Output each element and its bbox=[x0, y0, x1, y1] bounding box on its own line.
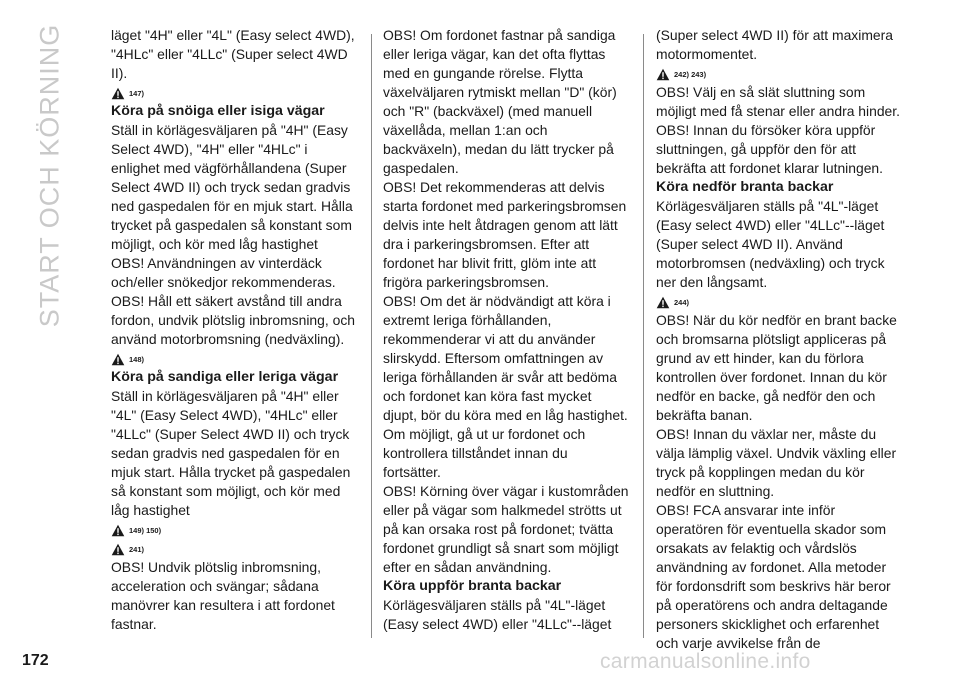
warning-icon bbox=[656, 296, 670, 309]
paragraph: (Super select 4WD II) för att maximera motormomentet. bbox=[656, 27, 893, 62]
warning-ref-number: 147) bbox=[129, 88, 145, 98]
paragraph: OBS! Körning över vägar i kustområden eller på vägar som halkmedel strötts ut på kan orsaka rost på fordonet; tvätta fordonet grundligt så snart som möjligt efter en sådan användning. bbox=[383, 483, 629, 575]
text-column-3 bbox=[656, 26, 902, 653]
paragraph: OBS! Om fordonet fastnar på sandiga eller leriga vägar, kan det ofta flyttas med en gungande rörelse. Flytta växelväljaren rytmiskt mellan "D" (kör) och "R" (backväxel) (med manuell växellåda, mellan 1:an och backväxeln), medan du lätt trycker på gaspedalen. bbox=[383, 27, 617, 176]
paragraph: läget "4H" eller "4L" (Easy select 4WD), "4HLc" eller "4LLc" (Super select 4WD II). bbox=[111, 27, 355, 81]
paragraph: Ställ in körlägesväljaren på "4H" (Easy Select 4WD), "4H" eller "4HLc" i enlighet med vägförhållandena (Super Select 4WD II) och tryck sedan gradvis ned gaspedalen för en mjuk start. Hålla trycket på gaspedalen så konstant som möjligt, och kör med låg hastighet bbox=[111, 122, 353, 252]
warning-reference bbox=[656, 65, 902, 83]
warning-icon bbox=[656, 68, 670, 81]
paragraph: OBS! FCA ansvarar inte inför operatören för eventuella skador som orsakats av felaktig och vårdslös användning av fordonet. Alla metoder för fordonsdrift som beskrivs här beror på operatörens och andra deltagande personers skicklighet och erfarenhet och varje avvikelse från de bbox=[656, 502, 891, 651]
warning-ref-number: 148) bbox=[129, 354, 145, 364]
paragraph: OBS! Användningen av vinterdäck och/eller snökedjor rekommenderas. bbox=[111, 255, 336, 290]
watermark: carmanualsonline.info bbox=[600, 650, 811, 673]
section-heading: Köra uppför branta backar bbox=[383, 578, 562, 594]
paragraph: Körlägesväljaren ställs på "4L"-läget (Easy select 4WD) eller "4LLc"--läget bbox=[383, 597, 612, 632]
warning-icon bbox=[111, 524, 125, 537]
paragraph: OBS! Välj en så slät sluttning som möjligt med få stenar eller andra hinder. bbox=[656, 84, 900, 119]
text-column-2 bbox=[383, 26, 629, 634]
paragraph: OBS! Innan du växlar ner, måste du välja lämplig växel. Undvik växling eller tryck på kopplingen medan du kör nedför en sluttning. bbox=[656, 426, 897, 499]
section-title: START OCH KÖRNING bbox=[34, 23, 65, 327]
warning-reference bbox=[111, 521, 357, 539]
text-column-1 bbox=[111, 26, 357, 634]
column-divider bbox=[371, 34, 372, 638]
paragraph: OBS! När du kör nedför en brant backe och bromsarna plötsligt appliceras på grund av ett hinder, kan du förlora kontrollen över fordonet. Innan du kör nedför en backe, gå nedför den och bekräfta banan. bbox=[656, 312, 897, 423]
warning-ref-number: 242) 243) bbox=[674, 69, 707, 79]
section-heading: Köra på snöiga eller isiga vägar bbox=[111, 103, 325, 119]
warning-ref-number: 241) bbox=[129, 544, 145, 554]
paragraph: Körlägesväljaren ställs på "4L"-läget (Easy select 4WD) eller "4LLc"--läget (Super select 4WD II). Använd motorbromsen (nedväxling) och tryck ner den långsamt. bbox=[656, 198, 885, 290]
warning-icon bbox=[111, 353, 125, 366]
section-heading: Köra nedför branta backar bbox=[656, 179, 834, 195]
warning-icon bbox=[111, 543, 125, 556]
paragraph: Ställ in körlägesväljaren på "4H" eller "4L" (Easy Select 4WD), "4HLc" eller "4LLc" (Super Select 4WD II) och tryck sedan gradvis ned gaspedalen för en mjuk start. Hålla trycket på gaspedalen så konstant som möjligt, och kör med låg hastighet bbox=[111, 388, 351, 518]
section-heading: Köra på sandiga eller leriga vägar bbox=[111, 369, 339, 385]
column-divider bbox=[643, 34, 644, 638]
warning-reference bbox=[111, 350, 357, 368]
paragraph: OBS! Undvik plötslig inbromsning, acceleration och svängar; sådana manövrer kan resultera i att fordonet fastnar. bbox=[111, 559, 335, 632]
warning-reference bbox=[656, 293, 902, 311]
warning-ref-number: 244) bbox=[674, 297, 690, 307]
paragraph: OBS! Det rekommenderas att delvis starta fordonet med parkeringsbromsen delvis inte helt åtdragen genom att lätt dra i parkeringsbromsen. Efter att fordonet har blivit fritt, glöm inte att frigöra parkeringsbromsen. bbox=[383, 179, 627, 290]
paragraph: OBS! Innan du försöker köra uppför sluttningen, gå uppför den för att bekräfta att fordonet klarar lutningen. bbox=[656, 122, 884, 176]
warning-reference bbox=[111, 540, 357, 558]
warning-icon bbox=[111, 87, 125, 100]
warning-reference bbox=[111, 84, 357, 102]
warning-ref-number: 149) 150) bbox=[129, 525, 162, 535]
paragraph: OBS! Om det är nödvändigt att köra i extremt leriga förhållanden, rekommenderar vi att du använder slirskydd. Eftersom omfattningen av leriga förhållanden är svår att bedöma och fordonet kan köra fast mycket djupt, bör du köra med en låg hastighet. Om möjligt, gå ut ur fordonet och kontrollera tillståndet innan du fortsätter. bbox=[383, 293, 628, 480]
paragraph: OBS! Håll ett säkert avstånd till andra fordon, undvik plötslig inbromsning, och använd motorbromsning (nedväxling). bbox=[111, 293, 355, 347]
page-number: 172 bbox=[22, 652, 49, 669]
